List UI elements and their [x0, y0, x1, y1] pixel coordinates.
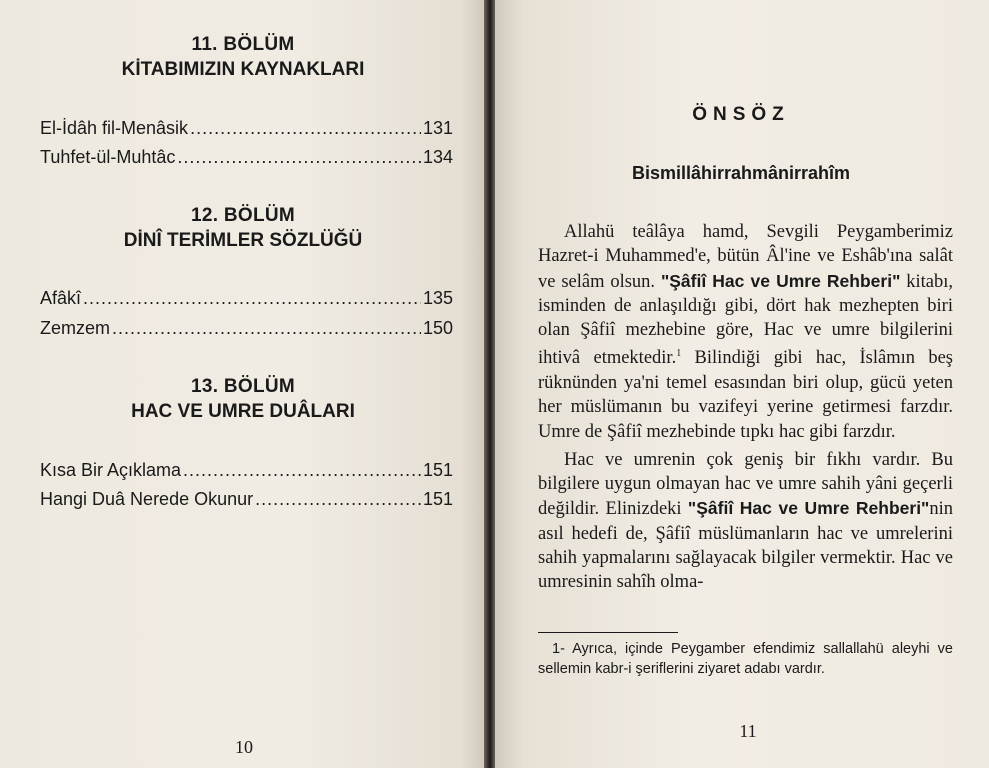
toc-entry-page: 150 [422, 318, 453, 338]
text-run: Allahü teâlâya hamd, Sevgili Peygamberimiz Hazret-i Muhammed'e, bütün Âl'ine ve Eshâb'ına salât ve selâm olsun. [538, 222, 953, 292]
toc-entry [40, 318, 453, 342]
paragraph [538, 220, 953, 444]
page-number: 11 [739, 721, 757, 741]
toc-leader-dots [190, 118, 421, 139]
page-number: 10 [235, 737, 253, 757]
toc-entry-page: 134 [422, 147, 453, 167]
toc-entry-label: Afâkî [40, 288, 82, 308]
text-run: nin asıl hedefi de, Şâfiî müslümanların hac ve umrelerini sahih yapmalarını sağlayacak bilgiler vermektir. Hac ve umresinin sahîh olma- [538, 499, 953, 593]
section-title: 13. BÖLÜM [190, 376, 296, 397]
toc-leader-dots [183, 460, 421, 481]
toc-leader-dots [112, 318, 421, 339]
toc-entry [40, 489, 453, 513]
preface-heading: ÖNSÖZ [692, 104, 790, 125]
footnote-divider [538, 632, 678, 633]
book-title-bold: "Şâfiî Hac ve Umre Rehberi" [687, 498, 930, 519]
toc-entry [40, 118, 453, 142]
toc-entry [40, 288, 453, 312]
toc-entry-label: Zemzem [40, 318, 111, 338]
toc-entry-label: Kısa Bir Açıklama [40, 460, 182, 480]
text-run: Bilindiği gibi hac, İslâmın beş rüknünden ya'ni temel esasından biri olup, gücü yeten her müslümanın bu vazifeyi yerine getirmesi farzdır. Umre de Şâfiî mezhebinde tıpkı hac gibi farzdır. [538, 348, 953, 442]
footnote-text: 1- Ayrıca, içinde Peygamber efendimiz sallallahü aleyhi ve sellemin kabr-i şeriflerini ziyaret adabı vardır. [538, 641, 953, 677]
section-subtitle: HAC VE UMRE DUÂLARI [131, 401, 355, 422]
section-subtitle: DİNÎ TERİMLER SÖZLÜĞÜ [123, 230, 363, 251]
toc-entry-label: El-İdâh fil-Menâsik [40, 118, 189, 138]
book-title-bold: "Şâfiî Hac ve Umre Rehberi" [660, 270, 901, 291]
toc-entry-label: Hangi Duâ Nerede Okunur [40, 489, 254, 509]
toc-leader-dots [83, 288, 421, 309]
toc-entry-page: 151 [422, 460, 453, 480]
preface-body [538, 220, 953, 595]
section-subtitle: KİTABIMIZIN KAYNAKLARI [121, 59, 365, 80]
toc-entry-label: Tuhfet-ül-Muhtâc [40, 147, 176, 167]
toc-leader-dots [255, 489, 421, 510]
toc-leader-dots [177, 147, 421, 168]
toc-entry-page: 151 [422, 489, 453, 509]
toc-entry-page: 135 [422, 288, 453, 308]
footnote [538, 639, 953, 679]
footnote-marker: 1 [676, 348, 682, 360]
section-title: 11. BÖLÜM [191, 34, 295, 55]
toc-entry [40, 147, 453, 171]
section-title: 12. BÖLÜM [190, 205, 296, 226]
text-run: kitabı, isminden de anlaşıldığı gibi, dört hak mezhepten biri olan Şâfiî mezhebine göre, Hac ve umre bilgilerini ihtivâ etmektedir. [538, 271, 953, 369]
toc-entry-page: 131 [422, 118, 453, 138]
paragraph [538, 448, 953, 595]
text-run: Hac ve umrenin çok geniş bir fıkhı vardır. Bu bilgilere uygun olmayan hac ve umre sahih yâni geçerli değildir. Elinizdeki [538, 449, 953, 520]
toc-entry [40, 460, 453, 484]
bismillah-heading: Bismillâhirrahmânirrahîm [631, 163, 851, 183]
